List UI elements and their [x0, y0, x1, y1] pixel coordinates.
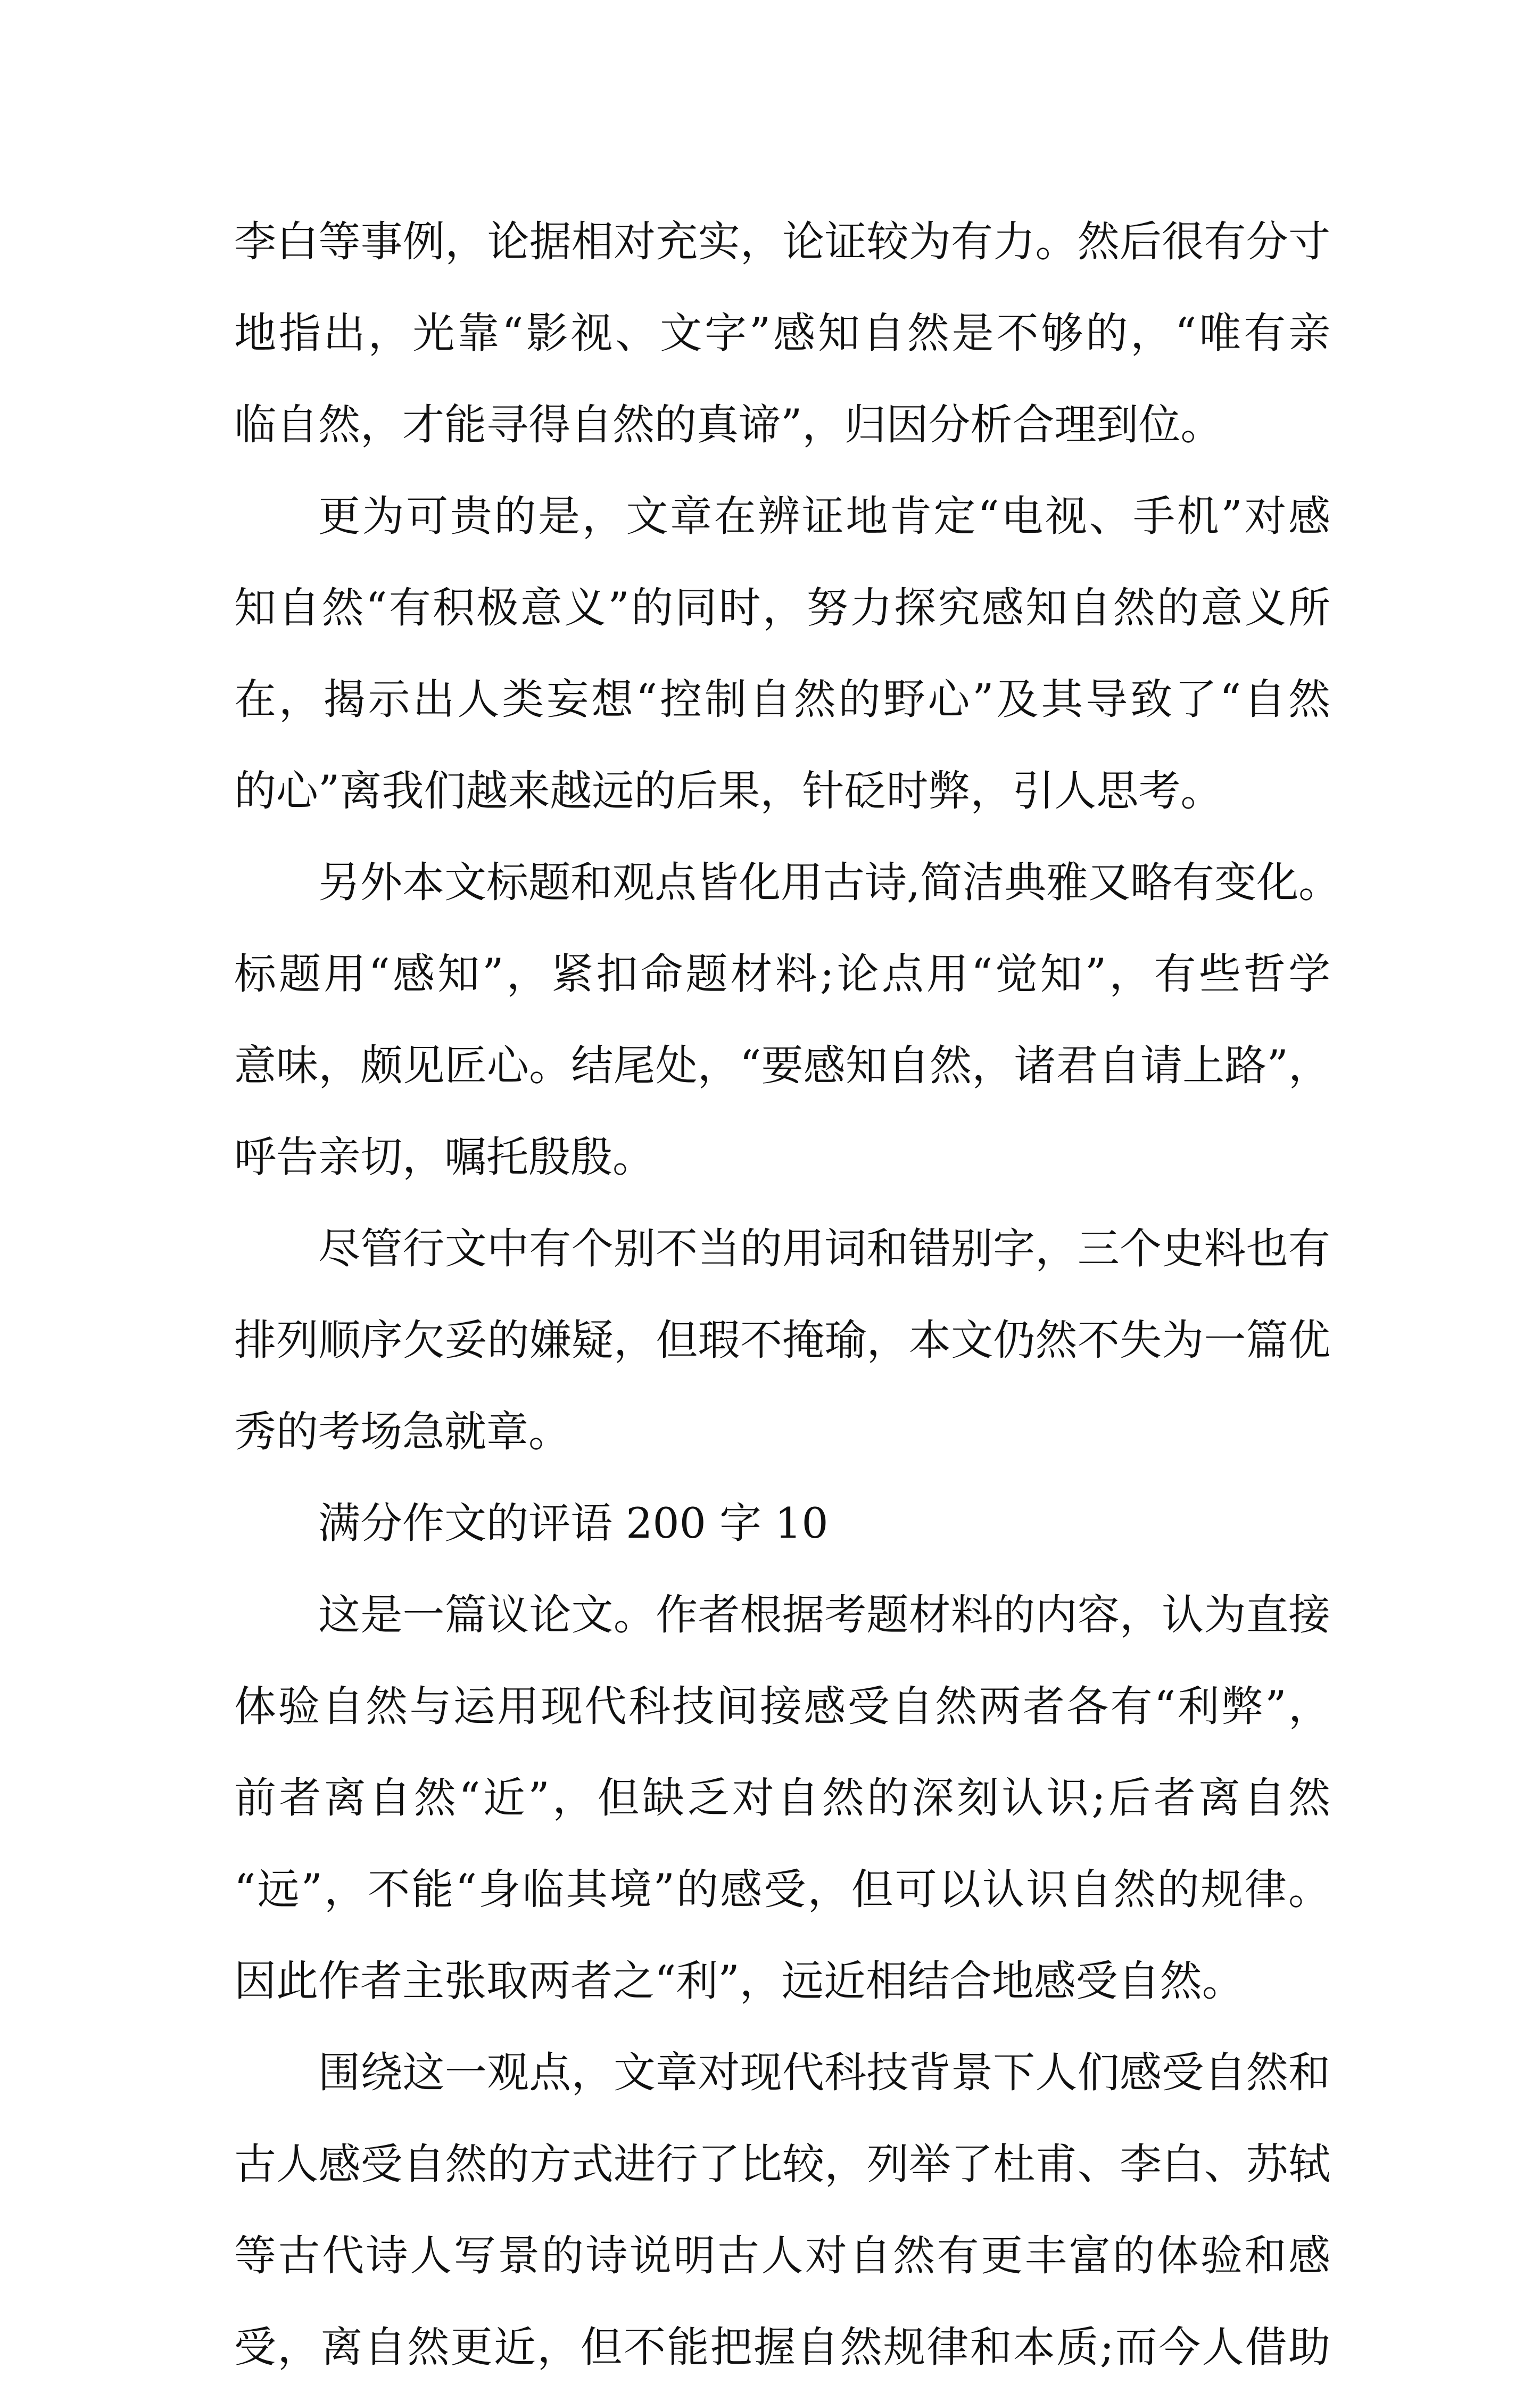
text-line: 这是一篇议论文。作者根据考题材料的内容，认为直接 [318, 1590, 1330, 1639]
section-heading: 满分作文的评语 200 字 10 [318, 1499, 829, 1548]
text-line: 地指出，光靠“影视、文字”感知自然是不够的，“唯有亲 [234, 309, 1330, 358]
text-line: 标题用“感知”，紧扣命题材料;论点用“觉知”，有些哲学 [234, 950, 1330, 999]
text-line: “远”，不能“身临其境”的感受，但可以认识自然的规律。 [234, 1865, 1330, 1914]
text-line: 秀的考场急就章。 [234, 1407, 570, 1456]
text-line: 的心”离我们越来越远的后果，针砭时弊，引人思考。 [234, 766, 1223, 815]
text-line: 另外本文标题和观点皆化用古诗,简洁典雅又略有变化。 [318, 858, 1341, 907]
text-line: 知自然“有积极意义”的同时，努力探究感知自然的意义所 [234, 583, 1330, 632]
text-line: 体验自然与运用现代科技间接感受自然两者各有“利弊”， [234, 1682, 1330, 1731]
text-line: 呼告亲切，嘱托殷殷。 [234, 1133, 655, 1182]
text-line: 古人感受自然的方式进行了比较，列举了杜甫、李白、苏轼 [234, 2140, 1330, 2189]
text-line: 受，离自然更近，但不能把握自然规律和本质;而今人借助 [234, 2323, 1330, 2372]
text-line: 因此作者主张取两者之“利”，远近相结合地感受自然。 [234, 1957, 1244, 2006]
text-line: 李白等事例，论据相对充实，论证较为有力。然后很有分寸 [234, 217, 1330, 266]
text-line: 在，揭示出人类妄想“控制自然的野心”及其导致了“自然 [234, 675, 1330, 724]
text-line: 更为可贵的是，文章在辨证地肯定“电视、手机”对感 [318, 492, 1330, 541]
text-line: 排列顺序欠妥的嫌疑，但瑕不掩瑜，本文仍然不失为一篇优 [234, 1316, 1330, 1365]
text-line: 围绕这一观点，文章对现代科技背景下人们感受自然和 [318, 2048, 1330, 2097]
text-line: 尽管行文中有个别不当的用词和错别字，三个史料也有 [318, 1224, 1330, 1273]
text-line: 前者离自然“近”，但缺乏对自然的深刻认识;后者离自然 [234, 1773, 1330, 1822]
text-line: 意味，颇见匠心。结尾处，“要感知自然，诸君自请上路”， [234, 1041, 1330, 1090]
text-line: 临自然，才能寻得自然的真谛”，归因分析合理到位。 [234, 400, 1223, 449]
text-line: 等古代诗人写景的诗说明古人对自然有更丰富的体验和感 [234, 2231, 1330, 2280]
body-text [234, 196, 1341, 2393]
